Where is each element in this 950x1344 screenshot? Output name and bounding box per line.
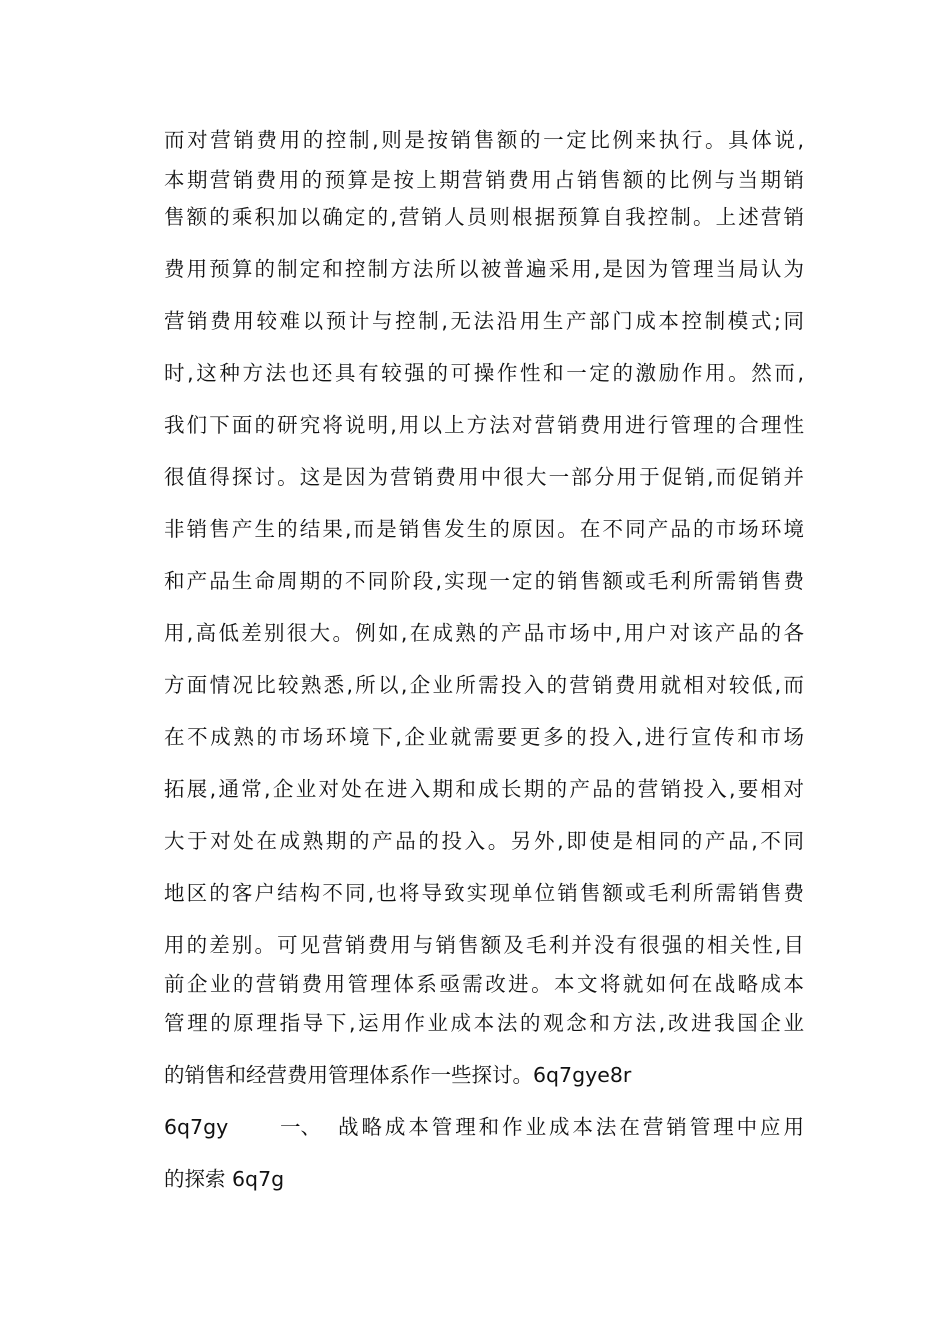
paragraph-line: 方面情况比较熟悉,所以,企业所需投入的营销费用就相对较低,而 <box>164 673 804 697</box>
paragraph-line: 用,高低差别很大。例如,在成熟的产品市场中,用户对该产品的各 <box>164 621 804 645</box>
paragraph-line: 营销费用较难以预计与控制,无法沿用生产部门成本控制模式;同 <box>164 309 804 333</box>
paragraph-line: 大于对处在成熟期的产品的投入。另外,即使是相同的产品,不同 <box>164 829 804 853</box>
paragraph-line: 很值得探讨。这是因为营销费用中很大一部分用于促销,而促销并 <box>164 465 804 489</box>
heading-code: 6q7gy <box>164 1115 229 1139</box>
paragraph-line: 非销售产生的结果,而是销售发生的原因。在不同产品的市场环境 <box>164 517 804 541</box>
paragraph-line: 的销售和经营费用管理体系作一些探讨。6q7gye8r <box>164 1063 632 1087</box>
heading-number: 一、 <box>280 1115 321 1139</box>
paragraph-line: 拓展,通常,企业对处在进入期和成长期的产品的营销投入,要相对 <box>164 777 804 801</box>
paragraph-line: 而对营销费用的控制,则是按销售额的一定比例来执行。具体说, <box>164 128 804 152</box>
paragraph-line: 地区的客户结构不同,也将导致实现单位销售额或毛利所需销售费 <box>164 881 804 905</box>
paragraph-line: 和产品生命周期的不同阶段,实现一定的销售额或毛利所需销售费 <box>164 569 804 593</box>
paragraph-line: 本期营销费用的预算是按上期营销费用占销售额的比例与当期销 <box>164 168 804 192</box>
paragraph-line: 管理的原理指导下,运用作业成本法的观念和方法,改进我国企业 <box>164 1011 804 1035</box>
heading-title: 战略成本管理和作业成本法在营销管理中应用 <box>338 1115 804 1139</box>
paragraph-line: 前企业的营销费用管理体系亟需改进。本文将就如何在战略成本 <box>164 972 804 996</box>
paragraph-line: 我们下面的研究将说明,用以上方法对营销费用进行管理的合理性 <box>164 413 804 437</box>
paragraph-line: 在不成熟的市场环境下,企业就需要更多的投入,进行宣传和市场 <box>164 725 804 749</box>
paragraph-line: 时,这种方法也还具有较强的可操作性和一定的激励作用。然而, <box>164 361 804 385</box>
section-heading <box>164 1113 804 1141</box>
paragraph-line: 费用预算的制定和控制方法所以被普遍采用,是因为管理当局认为 <box>164 257 804 281</box>
paragraph-line: 售额的乘积加以确定的,营销人员则根据预算自我控制。上述营销 <box>164 205 804 229</box>
paragraph-line: 用的差别。可见营销费用与销售额及毛利并没有很强的相关性,目 <box>164 933 804 957</box>
heading-continuation: 的探索 6q7g <box>164 1167 285 1191</box>
